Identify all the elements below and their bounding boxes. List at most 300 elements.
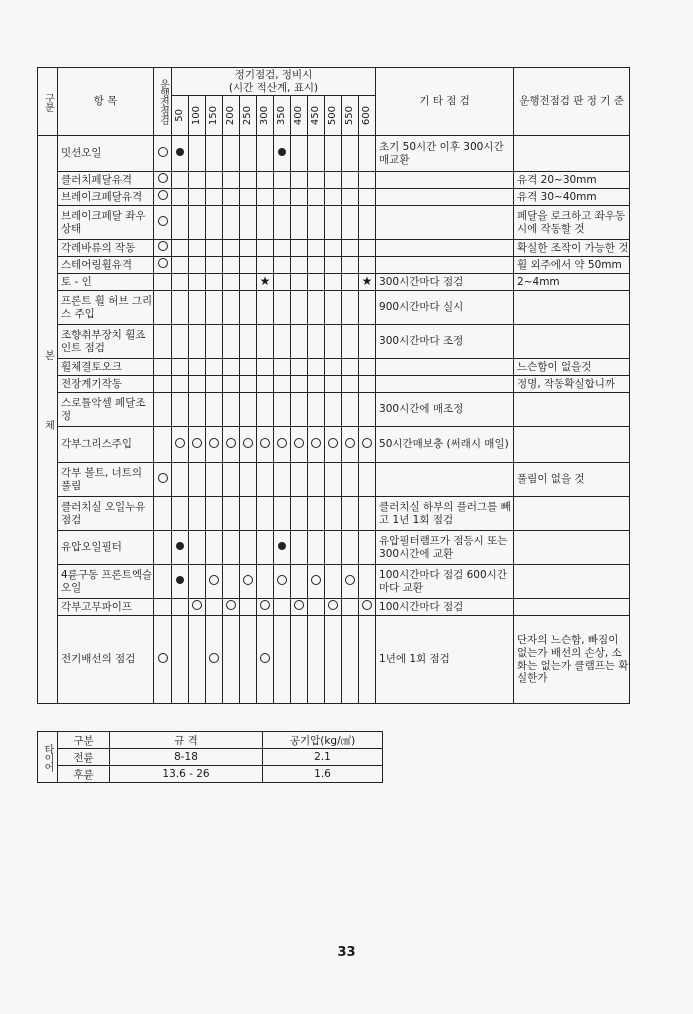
interval-header: 600 bbox=[359, 96, 376, 136]
std-header: 운행전점검 판 정 기 준 bbox=[514, 68, 630, 136]
interval-cell bbox=[291, 274, 308, 291]
std-cell: 느슨함이 없을것 bbox=[514, 359, 630, 376]
interval-header: 400 bbox=[291, 96, 308, 136]
interval-cell bbox=[223, 291, 240, 325]
interval-cell bbox=[240, 427, 257, 463]
circle-mark bbox=[158, 473, 168, 483]
interval-cell bbox=[172, 189, 189, 206]
filled-dot-mark bbox=[176, 542, 184, 550]
interval-cell bbox=[206, 240, 223, 257]
interval-cell bbox=[240, 291, 257, 325]
circle-mark bbox=[158, 258, 168, 268]
circle-mark bbox=[209, 438, 219, 448]
pre-check-cell bbox=[154, 497, 172, 531]
interval-cell bbox=[223, 359, 240, 376]
std-cell bbox=[514, 531, 630, 565]
interval-cell bbox=[342, 531, 359, 565]
interval-cell bbox=[342, 376, 359, 393]
periodic-header: 정기점검, 정비시 (시간 적산계, 표시) bbox=[172, 68, 376, 96]
interval-cell bbox=[189, 393, 206, 427]
interval-cell bbox=[189, 136, 206, 172]
interval-cell bbox=[359, 616, 376, 704]
pre-check-cell bbox=[154, 172, 172, 189]
interval-cell bbox=[257, 616, 274, 704]
star-mark: ★ bbox=[259, 274, 271, 289]
interval-cell bbox=[240, 240, 257, 257]
interval-cell bbox=[274, 274, 291, 291]
circle-mark bbox=[192, 600, 202, 610]
interval-cell bbox=[223, 393, 240, 427]
interval-header: 500 bbox=[325, 96, 342, 136]
interval-cell bbox=[308, 531, 325, 565]
interval-cell bbox=[342, 325, 359, 359]
etc-cell: 900시간마다 실시 bbox=[376, 291, 514, 325]
interval-cell bbox=[291, 325, 308, 359]
circle-mark bbox=[260, 653, 270, 663]
pre-check-cell bbox=[154, 393, 172, 427]
interval-cell bbox=[172, 616, 189, 704]
circle-mark bbox=[243, 575, 253, 585]
interval-cell bbox=[342, 257, 359, 274]
pre-check-cell bbox=[154, 257, 172, 274]
interval-cell bbox=[189, 565, 206, 599]
interval-cell bbox=[359, 427, 376, 463]
interval-cell bbox=[257, 531, 274, 565]
std-cell bbox=[514, 565, 630, 599]
interval-cell bbox=[172, 427, 189, 463]
interval-cell bbox=[223, 497, 240, 531]
table-row bbox=[38, 616, 630, 704]
interval-cell bbox=[325, 359, 342, 376]
table-row bbox=[38, 427, 630, 463]
interval-cell bbox=[172, 393, 189, 427]
etc-cell bbox=[376, 463, 514, 497]
circle-mark bbox=[243, 438, 253, 448]
interval-cell bbox=[291, 376, 308, 393]
interval-cell bbox=[359, 257, 376, 274]
interval-cell bbox=[206, 206, 223, 240]
interval-cell bbox=[223, 427, 240, 463]
interval-cell bbox=[274, 376, 291, 393]
etc-cell: 유압필터램프가 점등시 또는 300시간에 교환 bbox=[376, 531, 514, 565]
pre-check-cell bbox=[154, 189, 172, 206]
circle-mark bbox=[260, 438, 270, 448]
interval-cell bbox=[206, 497, 223, 531]
etc-cell bbox=[376, 189, 514, 206]
interval-cell bbox=[223, 172, 240, 189]
interval-cell bbox=[359, 565, 376, 599]
circle-mark bbox=[345, 438, 355, 448]
std-cell: 풀림이 없을 것 bbox=[514, 463, 630, 497]
circle-mark bbox=[311, 438, 321, 448]
etc-cell: 50시간매보충 (써래시 매일) bbox=[376, 427, 514, 463]
interval-cell bbox=[308, 172, 325, 189]
interval-cell bbox=[240, 359, 257, 376]
circle-mark bbox=[158, 173, 168, 183]
interval-cell bbox=[308, 616, 325, 704]
interval-cell bbox=[206, 463, 223, 497]
interval-cell bbox=[189, 463, 206, 497]
interval-cell bbox=[308, 599, 325, 616]
interval-cell bbox=[342, 359, 359, 376]
interval-cell bbox=[359, 206, 376, 240]
std-cell: 유격 20~30mm bbox=[514, 172, 630, 189]
interval-cell bbox=[325, 463, 342, 497]
interval-cell bbox=[274, 599, 291, 616]
interval-cell bbox=[308, 274, 325, 291]
tire-header-pressure: 공기압(kg/㎠) bbox=[263, 732, 383, 749]
pre-check-cell bbox=[154, 136, 172, 172]
interval-cell bbox=[342, 463, 359, 497]
item-name: 전기배선의 점검 bbox=[58, 616, 154, 704]
interval-cell bbox=[189, 274, 206, 291]
std-cell bbox=[514, 325, 630, 359]
interval-cell bbox=[291, 565, 308, 599]
tire-front-name: 전륜 bbox=[58, 749, 110, 766]
interval-cell bbox=[359, 291, 376, 325]
etc-cell: 1년에 1회 점검 bbox=[376, 616, 514, 704]
interval-cell bbox=[308, 206, 325, 240]
table-row bbox=[38, 206, 630, 240]
std-cell bbox=[514, 427, 630, 463]
interval-cell bbox=[257, 257, 274, 274]
item-header: 항 목 bbox=[58, 68, 154, 136]
interval-cell bbox=[223, 257, 240, 274]
interval-cell bbox=[325, 565, 342, 599]
interval-cell bbox=[223, 189, 240, 206]
interval-cell bbox=[240, 565, 257, 599]
interval-cell bbox=[172, 497, 189, 531]
item-name: 각레바류의 작동 bbox=[58, 240, 154, 257]
interval-cell bbox=[206, 172, 223, 189]
std-cell: 확실한 조작이 가능한 것 bbox=[514, 240, 630, 257]
interval-cell bbox=[308, 497, 325, 531]
interval-cell bbox=[206, 189, 223, 206]
interval-cell bbox=[206, 274, 223, 291]
tire-table bbox=[37, 731, 383, 783]
interval-cell bbox=[274, 531, 291, 565]
interval-header: 550 bbox=[342, 96, 359, 136]
interval-header: 150 bbox=[206, 96, 223, 136]
interval-cell bbox=[274, 463, 291, 497]
etc-cell bbox=[376, 257, 514, 274]
interval-cell bbox=[325, 136, 342, 172]
std-cell bbox=[514, 136, 630, 172]
pre-check-cell bbox=[154, 359, 172, 376]
interval-cell bbox=[223, 136, 240, 172]
interval-cell bbox=[308, 136, 325, 172]
tire-front-spec: 8-18 bbox=[110, 749, 263, 766]
std-cell bbox=[514, 291, 630, 325]
interval-cell bbox=[240, 172, 257, 189]
interval-cell bbox=[274, 206, 291, 240]
interval-cell bbox=[325, 427, 342, 463]
std-cell bbox=[514, 497, 630, 531]
interval-cell bbox=[274, 257, 291, 274]
item-name: 4륜구동 프론트엑슬오일 bbox=[58, 565, 154, 599]
interval-cell bbox=[274, 393, 291, 427]
item-name: 전장계기작동 bbox=[58, 376, 154, 393]
interval-cell bbox=[257, 497, 274, 531]
filled-dot-mark bbox=[278, 542, 286, 550]
interval-cell bbox=[257, 565, 274, 599]
table-row bbox=[38, 240, 630, 257]
interval-cell bbox=[240, 531, 257, 565]
circle-mark bbox=[226, 600, 236, 610]
circle-mark bbox=[158, 216, 168, 226]
interval-cell bbox=[189, 240, 206, 257]
interval-cell bbox=[257, 291, 274, 325]
interval-header: 100 bbox=[189, 96, 206, 136]
interval-cell bbox=[359, 376, 376, 393]
interval-cell bbox=[206, 531, 223, 565]
interval-cell bbox=[206, 257, 223, 274]
section-label: 본체 bbox=[38, 136, 58, 704]
interval-cell bbox=[172, 359, 189, 376]
table-row bbox=[38, 599, 630, 616]
interval-cell bbox=[325, 376, 342, 393]
interval-cell bbox=[291, 531, 308, 565]
interval-cell bbox=[172, 240, 189, 257]
interval-cell bbox=[274, 172, 291, 189]
interval-cell bbox=[257, 240, 274, 257]
interval-cell bbox=[257, 172, 274, 189]
std-cell: 페달을 로크하고 좌우동시에 작동할 것 bbox=[514, 206, 630, 240]
interval-cell bbox=[325, 274, 342, 291]
interval-cell bbox=[206, 393, 223, 427]
interval-cell bbox=[257, 427, 274, 463]
interval-header: 350 bbox=[274, 96, 291, 136]
item-name: 밋션오일 bbox=[58, 136, 154, 172]
interval-cell bbox=[172, 325, 189, 359]
interval-cell bbox=[291, 463, 308, 497]
interval-cell bbox=[308, 565, 325, 599]
interval-cell bbox=[206, 565, 223, 599]
interval-cell bbox=[291, 257, 308, 274]
table-row bbox=[38, 359, 630, 376]
inspection-table bbox=[37, 67, 630, 704]
etc-cell bbox=[376, 359, 514, 376]
etc-cell: 초기 50시간 이후 300시간매교환 bbox=[376, 136, 514, 172]
circle-mark bbox=[209, 653, 219, 663]
interval-cell bbox=[308, 257, 325, 274]
pre-check-cell bbox=[154, 291, 172, 325]
interval-cell bbox=[291, 599, 308, 616]
interval-cell bbox=[206, 616, 223, 704]
interval-cell bbox=[325, 189, 342, 206]
table-row bbox=[38, 325, 630, 359]
interval-cell bbox=[172, 531, 189, 565]
item-name: 각부고무파이프 bbox=[58, 599, 154, 616]
interval-cell bbox=[325, 599, 342, 616]
interval-cell bbox=[189, 376, 206, 393]
interval-cell bbox=[342, 599, 359, 616]
interval-cell bbox=[342, 240, 359, 257]
interval-cell bbox=[291, 616, 308, 704]
tire-rear-name: 후륜 bbox=[58, 766, 110, 783]
interval-cell bbox=[274, 136, 291, 172]
pre-check-cell bbox=[154, 599, 172, 616]
circle-mark bbox=[328, 600, 338, 610]
interval-cell bbox=[359, 240, 376, 257]
tire-rear-pressure: 1.6 bbox=[263, 766, 383, 783]
table-row bbox=[38, 172, 630, 189]
interval-cell bbox=[291, 291, 308, 325]
interval-cell bbox=[359, 463, 376, 497]
etc-cell bbox=[376, 240, 514, 257]
interval-cell bbox=[274, 497, 291, 531]
etc-cell: 300시간마다 점검 bbox=[376, 274, 514, 291]
interval-cell bbox=[291, 240, 308, 257]
pre-check-cell bbox=[154, 565, 172, 599]
item-name: 각부 볼트, 너트의 풀림 bbox=[58, 463, 154, 497]
table-row bbox=[38, 136, 630, 172]
interval-cell bbox=[291, 427, 308, 463]
interval-cell bbox=[291, 206, 308, 240]
etc-header: 기 타 점 검 bbox=[376, 68, 514, 136]
interval-cell bbox=[291, 497, 308, 531]
interval-cell bbox=[223, 599, 240, 616]
interval-cell bbox=[189, 206, 206, 240]
interval-cell bbox=[274, 359, 291, 376]
interval-cell bbox=[359, 599, 376, 616]
circle-mark bbox=[294, 438, 304, 448]
interval-cell bbox=[308, 393, 325, 427]
pre-check-header: 운행전점검 bbox=[154, 68, 172, 136]
interval-cell bbox=[342, 274, 359, 291]
etc-cell: 100시간마다 점검 600시간마다 교환 bbox=[376, 565, 514, 599]
pre-check-cell bbox=[154, 531, 172, 565]
interval-cell bbox=[342, 393, 359, 427]
interval-cell bbox=[342, 291, 359, 325]
interval-cell bbox=[223, 325, 240, 359]
interval-cell bbox=[189, 497, 206, 531]
std-cell: 유격 30~40mm bbox=[514, 189, 630, 206]
interval-cell bbox=[325, 206, 342, 240]
item-name: 클러치페달유격 bbox=[58, 172, 154, 189]
interval-cell bbox=[189, 531, 206, 565]
interval-cell bbox=[291, 136, 308, 172]
interval-cell bbox=[240, 497, 257, 531]
interval-cell bbox=[325, 240, 342, 257]
interval-cell bbox=[257, 206, 274, 240]
interval-cell bbox=[274, 325, 291, 359]
item-name: 휠체결토오크 bbox=[58, 359, 154, 376]
interval-cell bbox=[359, 531, 376, 565]
interval-cell bbox=[342, 565, 359, 599]
interval-cell bbox=[257, 274, 274, 291]
interval-cell bbox=[325, 531, 342, 565]
interval-cell bbox=[274, 427, 291, 463]
interval-cell bbox=[223, 463, 240, 497]
circle-mark bbox=[158, 241, 168, 251]
item-name: 각부그리스주입 bbox=[58, 427, 154, 463]
interval-cell bbox=[172, 206, 189, 240]
etc-cell bbox=[376, 172, 514, 189]
interval-cell bbox=[342, 497, 359, 531]
table-row bbox=[38, 189, 630, 206]
circle-mark bbox=[362, 438, 372, 448]
interval-cell bbox=[206, 325, 223, 359]
interval-cell bbox=[240, 325, 257, 359]
interval-cell bbox=[189, 257, 206, 274]
interval-cell bbox=[189, 359, 206, 376]
interval-cell bbox=[240, 136, 257, 172]
interval-cell bbox=[325, 497, 342, 531]
interval-cell bbox=[240, 257, 257, 274]
interval-cell bbox=[291, 189, 308, 206]
item-name: 프론트 휠 허브 그리스 주입 bbox=[58, 291, 154, 325]
interval-cell bbox=[206, 136, 223, 172]
table-row bbox=[38, 463, 630, 497]
circle-mark bbox=[294, 600, 304, 610]
item-name: 스테어링휠유격 bbox=[58, 257, 154, 274]
interval-cell bbox=[308, 359, 325, 376]
interval-cell bbox=[223, 376, 240, 393]
interval-cell bbox=[274, 240, 291, 257]
interval-cell bbox=[206, 599, 223, 616]
interval-cell bbox=[257, 463, 274, 497]
interval-cell bbox=[359, 359, 376, 376]
interval-cell bbox=[189, 172, 206, 189]
interval-cell bbox=[308, 427, 325, 463]
std-cell bbox=[514, 393, 630, 427]
interval-cell bbox=[223, 565, 240, 599]
interval-cell bbox=[189, 427, 206, 463]
circle-mark bbox=[311, 575, 321, 585]
interval-cell bbox=[240, 599, 257, 616]
interval-cell bbox=[240, 206, 257, 240]
filled-dot-mark bbox=[176, 576, 184, 584]
interval-cell bbox=[342, 427, 359, 463]
tire-header-spec: 규 격 bbox=[110, 732, 263, 749]
std-cell: 정명, 작동확실합니까 bbox=[514, 376, 630, 393]
circle-mark bbox=[345, 575, 355, 585]
interval-cell bbox=[325, 291, 342, 325]
interval-header: 450 bbox=[308, 96, 325, 136]
table-row bbox=[38, 531, 630, 565]
interval-cell bbox=[240, 393, 257, 427]
interval-cell bbox=[308, 189, 325, 206]
std-cell: 2~4mm bbox=[514, 274, 630, 291]
tire-rear-spec: 13.6 - 26 bbox=[110, 766, 263, 783]
interval-cell bbox=[342, 206, 359, 240]
etc-cell: 100시간마다 점검 bbox=[376, 599, 514, 616]
etc-cell: 300시간에 매조정 bbox=[376, 393, 514, 427]
item-name: 클러치실 오일누유점검 bbox=[58, 497, 154, 531]
interval-header: 200 bbox=[223, 96, 240, 136]
circle-mark bbox=[226, 438, 236, 448]
circle-mark bbox=[328, 438, 338, 448]
interval-cell bbox=[308, 376, 325, 393]
circle-mark bbox=[362, 600, 372, 610]
tire-front-pressure: 2.1 bbox=[263, 749, 383, 766]
interval-cell bbox=[240, 189, 257, 206]
interval-cell bbox=[172, 599, 189, 616]
table-row bbox=[38, 497, 630, 531]
pre-check-cell bbox=[154, 206, 172, 240]
interval-cell bbox=[189, 616, 206, 704]
interval-cell bbox=[206, 291, 223, 325]
circle-mark bbox=[260, 600, 270, 610]
filled-dot-mark bbox=[176, 148, 184, 156]
interval-cell bbox=[223, 616, 240, 704]
interval-cell bbox=[240, 463, 257, 497]
item-name: 유압오일필터 bbox=[58, 531, 154, 565]
gubun-header: 구분 bbox=[38, 68, 58, 136]
interval-cell bbox=[342, 136, 359, 172]
etc-cell bbox=[376, 206, 514, 240]
